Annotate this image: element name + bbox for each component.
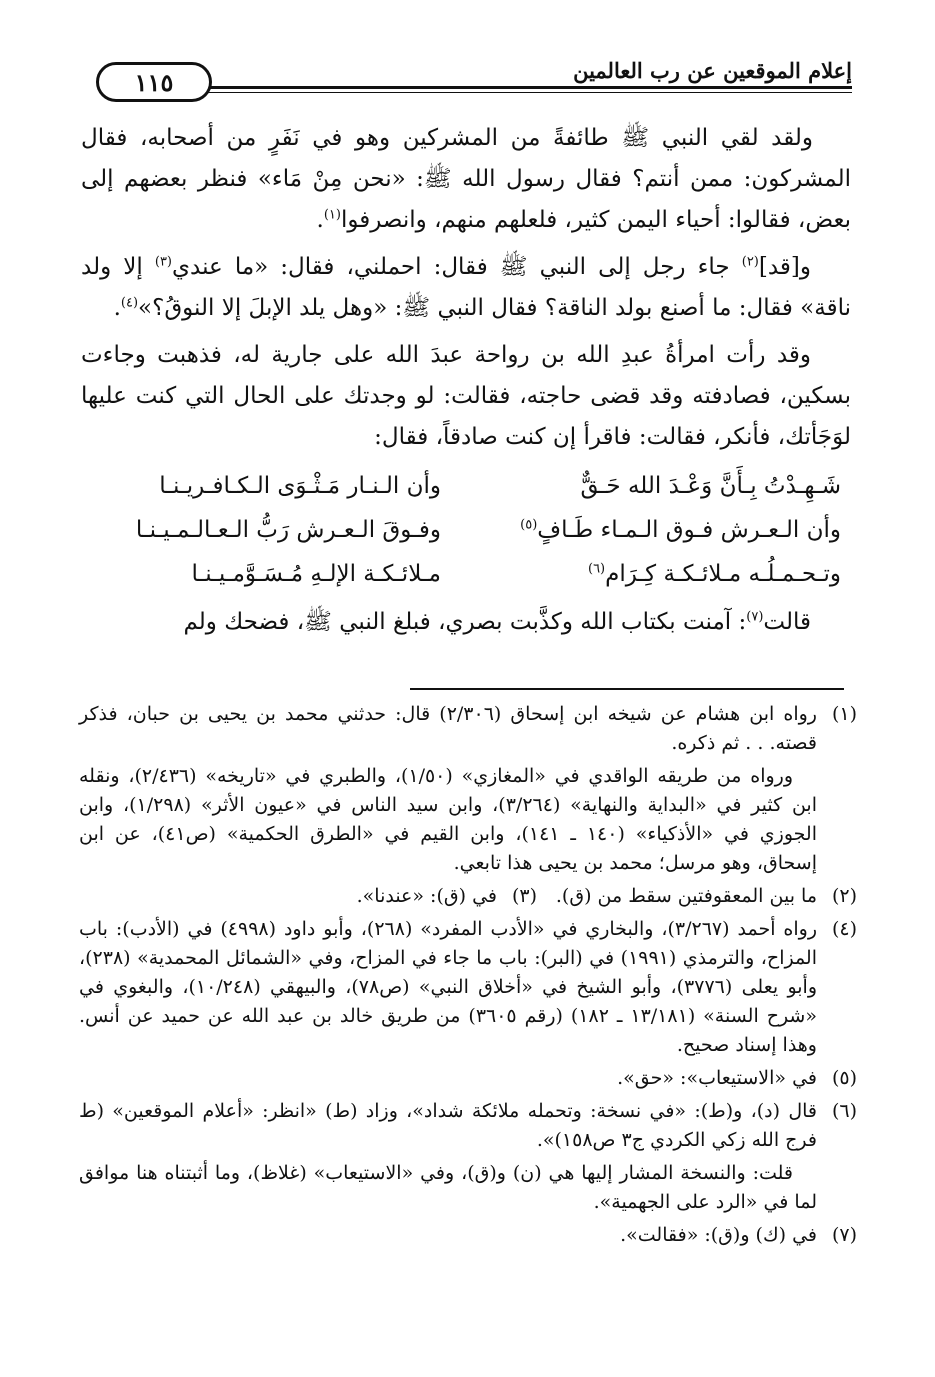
paragraph-2-text-a: و[قد]	[758, 254, 811, 280]
footnotes	[79, 700, 857, 1254]
paragraph-1	[81, 118, 851, 241]
footnote-ref-2: (٢)	[741, 254, 759, 270]
page-header	[74, 52, 852, 98]
paragraph-2-text-b: جاء رجل إلى النبي ﷺ فقال: احملني، فقال: «ما عندي	[172, 254, 742, 280]
footnote-number: (٧)	[831, 1224, 857, 1246]
header-rule	[174, 86, 852, 89]
footnote-number: (٣)	[511, 885, 537, 907]
footnote-text: في (ك) و(ق): «فقالت».	[620, 1224, 817, 1246]
verse-2-first-text: وأن الـعـرش فـوق الـمـاء طَـافٍ	[537, 517, 841, 543]
verse-hemistich-first	[481, 464, 851, 508]
footnote-number: (٢)	[831, 885, 857, 907]
paragraph-2-text-c: إلا ولد ناقة» فقال: ما أصنع بولد الناقة؟ فقال النبي ﷺ: «وهل يلد الإبلَ إلا النوقُ؟»	[81, 254, 851, 321]
footnote-separator	[410, 688, 844, 690]
footnote-number: (٥)	[831, 1067, 857, 1089]
verse-line	[81, 552, 851, 596]
footnote-ref-1: (١)	[323, 207, 341, 223]
footnote	[79, 1097, 857, 1155]
footnote-text: رواه ابن هشام عن شيخه ابن إسحاق (٢/٣٠٦) قال: حدثني محمد بن يحيى بن حبان، فذكر قصته. . . ثم ذكره.	[79, 703, 817, 754]
footnote-text: قال (د)، و(ط): «في نسخة: وتحمله ملائكة شداد»، وزاد (ط) «انظر: «أعلام الموقعين» (ط فرج الله زكي الكردي ج٣ ص١٥٨)».	[79, 1100, 817, 1151]
footnote	[79, 1221, 857, 1250]
footnote-ref-6: (٦)	[587, 561, 606, 577]
paragraph-4-text-b: : آمنت بكتاب الله وكذَّبت بصري، فبلغ النبي ﷺ، فضحك ولم	[183, 609, 747, 635]
footnote-row	[79, 882, 857, 911]
paragraph-1-end: .	[316, 207, 324, 233]
footnote-text: رواه أحمد (٣/٢٦٧)، والبخاري في «الأدب المفرد» (٢٦٨)، وأبو داود (٤٩٩٨) في (الأدب): باب المزاح، والترمذي (١٩٩١) في (البر): باب ما جاء في المزاح، وفي «الشمائل المحمدية» (٢٣٨)، وأبو يعلى (٣٧٧٦)، وأبو الشيخ في «أخلاق النبي» (ص٧٨)، والبيهقي (١٠/٢٤٨)، والبغوي في «شرح السنة» (١٣/١٨١ ـ ١٨٢) (رقم ٣٦٠٥) من طريق خالد بن عبد الله عن حميد عن أنس. وهذا إسناد صحيح.	[79, 918, 818, 1056]
paragraph-3: وقد رأت امرأةُ عبدِ الله بن رواحة عبدَ الله على جارية له، فذهبت وجاءت بسكين، فصادفته وقد قضى حاجته، فقالت: لو وجدتك على الحال التي كنت عليها لوَجَأتك، فأنكر، فقالت: فاقرأ إن كنت صادقاً، فقال:	[81, 342, 851, 450]
footnote-number: (٦)	[831, 1100, 857, 1122]
footnote-text: ما بين المعقوفتين سقط من (ق).	[555, 885, 817, 907]
footnote-ref-5: (٥)	[520, 517, 538, 533]
footnote	[79, 1064, 857, 1093]
footnote-ref-4: (٤)	[120, 295, 139, 311]
main-text	[81, 118, 851, 649]
paragraph-2-end: .	[113, 295, 121, 321]
footnote	[79, 700, 857, 758]
verse-hemistich-first	[481, 508, 851, 552]
footnote-ref-3: (٣)	[154, 254, 172, 270]
verse-1-first-text: شَـهِـدْتُ بِـأَنَّ وَعْـدَ الله حَـقٌّ	[580, 473, 841, 499]
verse-line	[81, 508, 851, 552]
footnote-text: في (ق): «عندنا».	[356, 885, 497, 907]
paragraph-4-text-a: قالت	[763, 609, 811, 635]
paragraph-1-text: ولقد لقي النبي ﷺ طائفةً من المشركين وهو في نَفَرٍ من أصحابه، فقال المشركون: ممن أنتم؟ فقال رسول الله ﷺ: «نحن مِنْ مَاء» فنظر بعضهم إلى بعض، فقالوا: أحياء اليمن كثير، فلعلهم منهم، وانصرفوا	[81, 125, 851, 233]
paragraph-2	[81, 247, 851, 329]
footnote-ref-7: (٧)	[746, 609, 764, 625]
verse-hemistich-first	[481, 552, 851, 596]
verse-hemistich-second: مـلائـكـة الإلـهِ مُـسَـوَّمـيـنـا	[191, 561, 441, 587]
footnote-text: في «الاستيعاب»: «حق».	[617, 1067, 817, 1089]
paragraph-4	[81, 602, 851, 643]
poem	[81, 464, 851, 596]
verse-hemistich-second: وفـوقَ الـعـرش رَبُّ الـعـالـمـيـنـا	[135, 517, 441, 543]
footnote-number: (٤)	[831, 918, 857, 940]
running-title: إعلام الموقعين عن رب العالمين	[573, 58, 852, 83]
footnote	[79, 915, 857, 1060]
verse-line	[81, 464, 851, 508]
header-rule-thin	[174, 92, 852, 93]
footnote-continuation: ورواه من طريقه الواقدي في «المغازي» (١/٥٠)، والطبري في «تاريخه» (٢/٤٣٦)، ونقله ابن كثير في «البداية والنهاية» (٣/٢٦٤)، وابن سيد الناس في «عيون الأثر» (١/٢٩٨)، وابن الجوزي في «الأذكياء» (١٤٠ ـ ١٤١)، وابن القيم في «الطرق الحكمية» (ص٤١)، عن ابن إسحاق، وهو مرسل؛ محمد بن يحيى هذا تابعي.	[79, 765, 817, 874]
footnote-number: (١)	[831, 703, 857, 725]
footnote-continuation: قلت: والنسخة المشار إليها هي (ن) و(ق)، وفي «الاستيعاب» (غلاظ)، وما أثبتناه هنا موافق لما في «الرد على الجهمية».	[79, 1162, 817, 1213]
verse-3-first-text: وتـحـمـلُـه مـلائـكـة كِـرَام	[605, 561, 841, 587]
verse-hemistich-second: وأن الـنـار مَـثْـوَى الـكـافـريـنـا	[159, 473, 441, 499]
page-number: ١١٥	[96, 62, 212, 102]
